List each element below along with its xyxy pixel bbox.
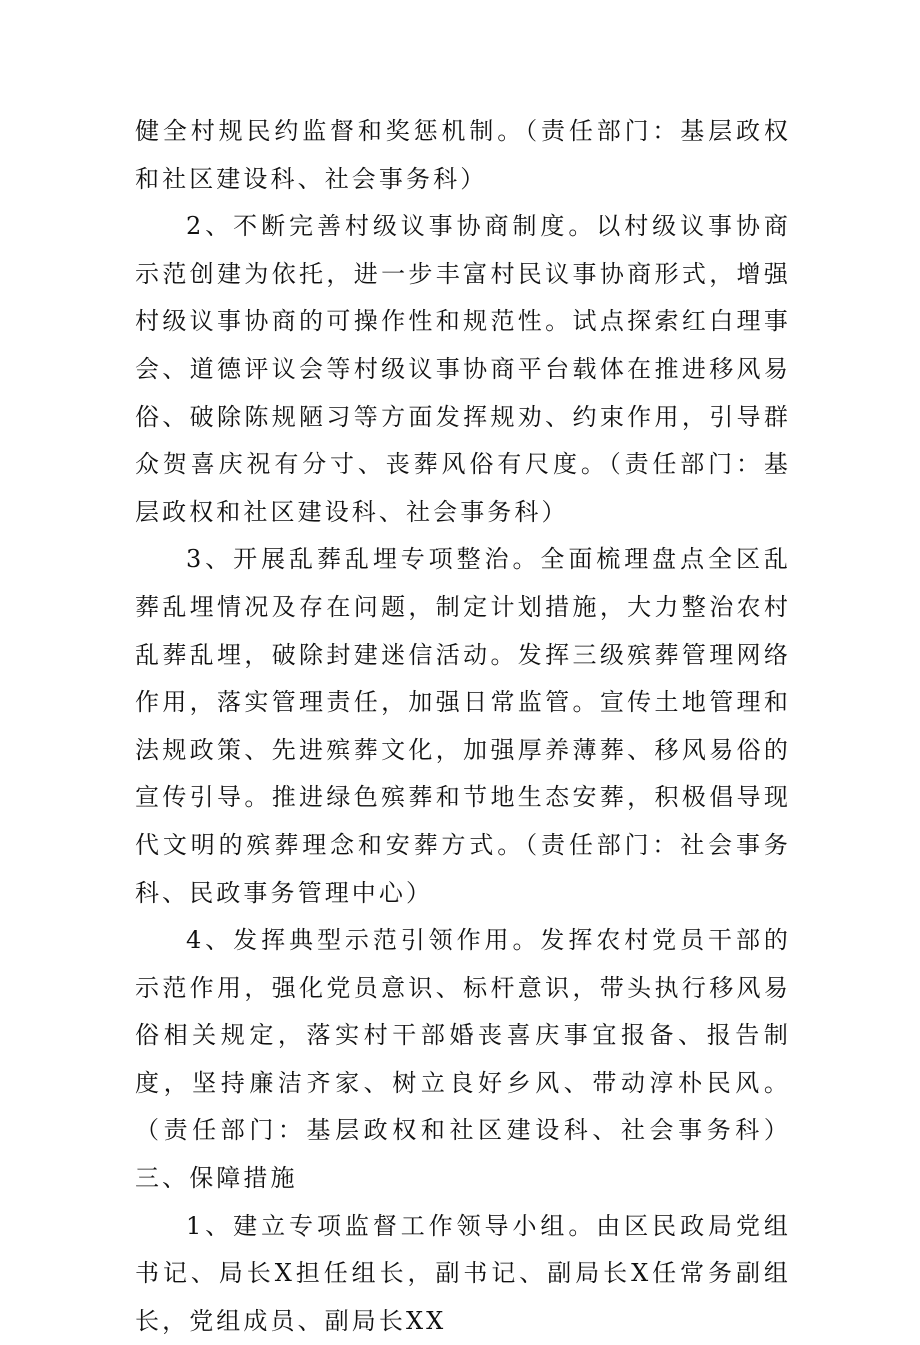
paragraph-village-rules-continuation: 健全村规民约监督和奖惩机制。（责任部门：基层政权和社区建设科、社会事务科） bbox=[135, 117, 791, 193]
paragraph-exemplary-leadership: 4、发挥典型示范引领作用。发挥农村党员干部的示范作用，强化党员意识、标杆意识，带头执行移风易俗相关规定，落实村干部婚丧喜庆事宜报备、报告制度，坚持廉洁齐家、树立良好乡风、带动淳朴民风。（责任部门：基层政权和社区建设科、社会事务科）三、保障措施 bbox=[135, 926, 791, 1193]
paragraph-burial-rectification: 3、开展乱葬乱埋专项整治。全面梳理盘点全区乱葬乱埋情况及存在问题，制定计划措施，大力整治农村乱葬乱埋，破除封建迷信活动。发挥三级殡葬管理网络作用，落实管理责任，加强日常监管。宣传土地管理和法规政策、先进殡葬文化，加强厚养薄葬、移风易俗的宣传引导。推进绿色殡葬和节地生态安葬，积极倡导现代文明的殡葬理念和安葬方式。（责任部门：社会事务科、民政事务管理中心） bbox=[135, 545, 791, 907]
document-body bbox=[135, 108, 791, 1345]
paragraph-supervision-group: 1、建立专项监督工作领导小组。由区民政局党组书记、局长X担任组长，副书记、副局长X任常务副组长，党组成员、副局长XX bbox=[135, 1211, 791, 1335]
paragraph-village-consultation: 2、不断完善村级议事协商制度。以村级议事协商示范创建为依托，进一步丰富村民议事协商形式，增强村级议事协商的可操作性和规范性。试点探索红白理事会、道德评议会等村级议事协商平台载体在推进移风易俗、破除陈规陋习等方面发挥规劝、约束作用，引导群众贺喜庆祝有分寸、丧葬风俗有尺度。（责任部门：基层政权和社区建设科、社会事务科） bbox=[135, 212, 791, 526]
